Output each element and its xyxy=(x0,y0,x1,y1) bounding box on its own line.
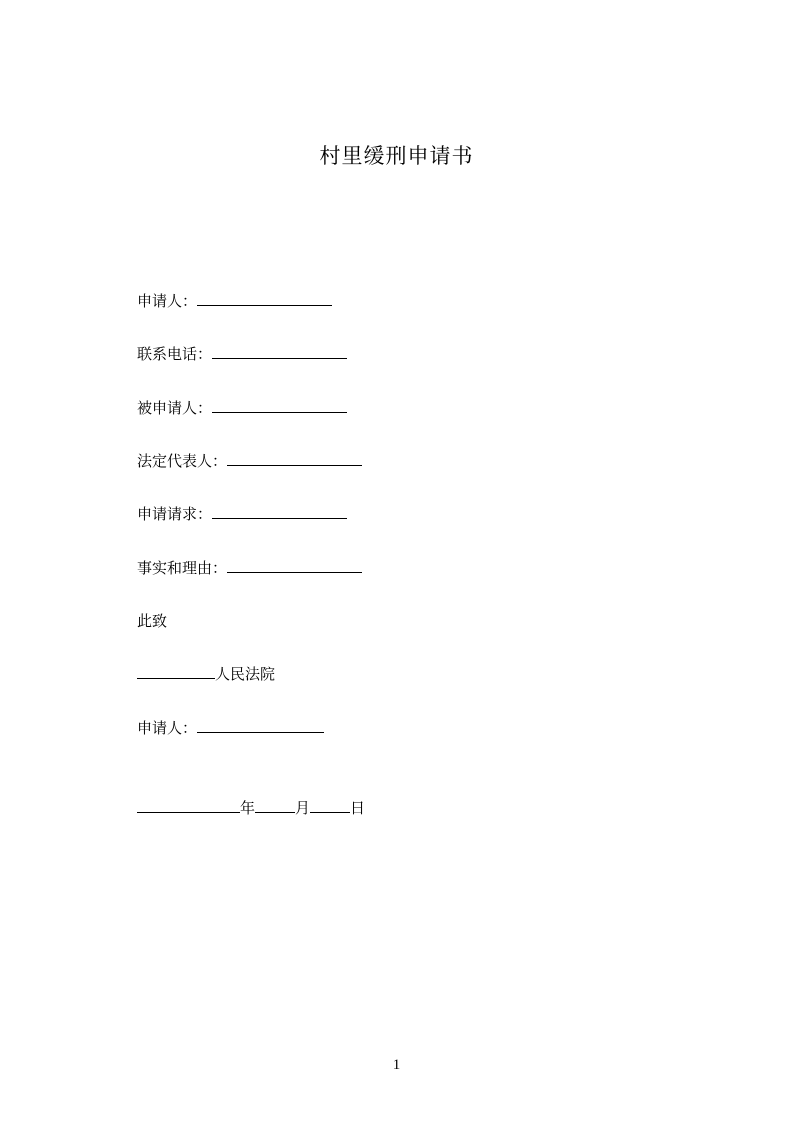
day-label: 日 xyxy=(350,799,366,817)
signature-label: 申请人： xyxy=(137,719,198,737)
month-label: 月 xyxy=(295,799,311,817)
request-blank[interactable] xyxy=(212,504,347,519)
respondent-blank[interactable] xyxy=(212,398,347,413)
year-blank[interactable] xyxy=(137,798,240,813)
date-line xyxy=(137,798,365,818)
legal-rep-label: 法定代表人： xyxy=(137,452,228,470)
closing-text: 此致 xyxy=(137,612,168,630)
applicant-label: 申请人： xyxy=(137,292,198,310)
legal-rep-field xyxy=(137,451,362,471)
signature-blank[interactable] xyxy=(197,718,324,733)
court-name-blank[interactable] xyxy=(137,664,215,679)
day-blank[interactable] xyxy=(310,798,350,813)
request-label: 申请请求： xyxy=(137,505,213,523)
facts-blank[interactable] xyxy=(227,558,362,573)
signature-line xyxy=(137,718,324,738)
applicant-blank[interactable] xyxy=(197,291,332,306)
court-suffix: 人民法院 xyxy=(215,665,276,683)
court-line xyxy=(137,664,275,684)
facts-label: 事实和理由： xyxy=(137,559,228,577)
month-blank[interactable] xyxy=(255,798,295,813)
closing-line xyxy=(137,611,167,631)
phone-blank[interactable] xyxy=(212,344,347,359)
respondent-label: 被申请人： xyxy=(137,399,213,417)
legal-rep-blank[interactable] xyxy=(227,451,362,466)
applicant-field xyxy=(137,291,332,311)
phone-field xyxy=(137,344,347,364)
facts-field xyxy=(137,558,362,578)
respondent-field xyxy=(137,398,347,418)
document-title: 村里缓刑申请书 xyxy=(319,144,474,168)
request-field xyxy=(137,504,347,524)
page-number: 1 xyxy=(392,1057,401,1073)
year-label: 年 xyxy=(240,799,256,817)
phone-label: 联系电话： xyxy=(137,345,213,363)
